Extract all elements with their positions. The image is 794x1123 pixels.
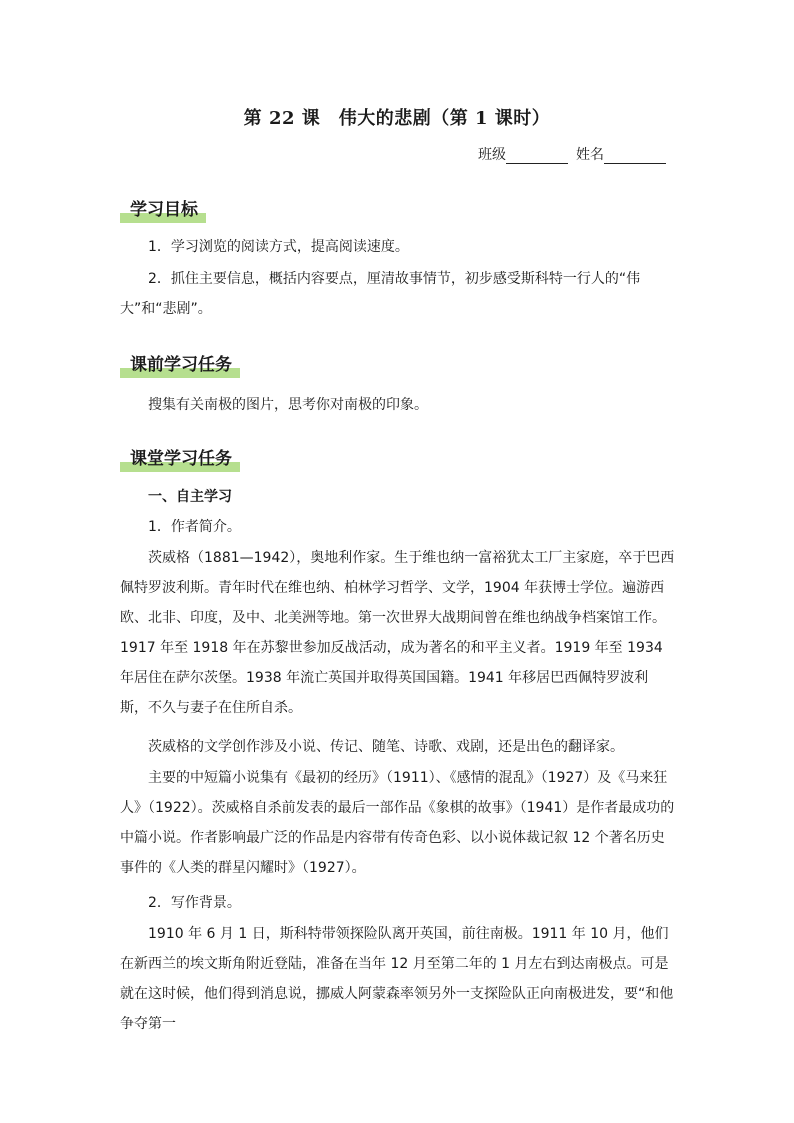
author-bio-paragraph: 茨威格（1881—1942），奥地利作家。生于维也纳一富裕犹太工厂主家庭，卒于巴西佩特罗波利斯。青年时代在维也纳、柏林学习哲学、文学，1904 年获博士学位。遍游西欧、北非、印度，及中、北美洲等地。第一次世界大战期间曾在维也纳战争档案馆工作。1917 年至 1918 年在苏黎世参加反战活动，成为著名的和平主义者。1919 年至 1934 年居住在萨尔茨堡。1938 年流亡英国并取得英国国籍。1941 年移居巴西佩特罗波利斯，不久与妻子在住所自杀。 — [120, 550, 675, 716]
goal-item-2: 2．抓住主要信息，概括内容要点，厘清故事情节，初步感受斯科特一行人的“伟大”和“悲剧”。 — [120, 271, 641, 317]
major-works-paragraph: 主要的中短篇小说集有《最初的经历》（1911）、《感情的混乱》（1927）及《马来狂人》（1922）。茨威格自杀前发表的最后一部作品《象棋的故事》（1941）是作者最成功的中篇小说。作者影响最广泛的作品是内容带有传奇色彩、以小说体裁记叙 12 个著名历史事件的《人类的群星闪耀时》（1927）。 — [120, 770, 675, 876]
class-name-line — [478, 144, 674, 164]
pre-task-text: 搜集有关南极的图片，思考你对南极的印象。 — [148, 397, 428, 413]
class-label: 班级 — [478, 147, 506, 163]
subheading-self-study: 一、自主学习 — [148, 489, 232, 505]
section-heading-pre — [120, 347, 240, 378]
section-heading-goals — [120, 192, 206, 223]
heading-text: 课前学习任务 — [130, 355, 232, 375]
name-label: 姓名 — [576, 147, 604, 163]
heading-text: 课堂学习任务 — [130, 449, 232, 469]
background-paragraph: 1910 年 6 月 1 日，斯科特带领探险队离开英国，前往南极。1911 年 10 月，他们在新西兰的埃文斯角附近登陆，准备在当年 12 月至第二年的 1 月左右到达南极点。可是就在这时候，他们得到消息说，挪威人阿蒙森率领另外一支探险队正向南极进发，要“和他争夺第一 — [120, 926, 674, 1032]
author-works-paragraph: 茨威格的文学创作涉及小说、传记、随笔、诗歌、戏剧，还是出色的翻译家。 — [148, 739, 624, 755]
class-blank[interactable] — [506, 149, 568, 164]
section-heading-class — [120, 441, 240, 472]
page-title: 第 22 课 伟大的悲剧（第 1 课时） — [243, 108, 551, 129]
heading-text: 学习目标 — [130, 200, 198, 220]
author-intro-label: 1．作者简介。 — [148, 519, 241, 535]
name-blank[interactable] — [604, 149, 666, 164]
background-label: 2．写作背景。 — [148, 895, 241, 911]
goal-item-1: 1．学习浏览的阅读方式，提高阅读速度。 — [148, 239, 409, 255]
